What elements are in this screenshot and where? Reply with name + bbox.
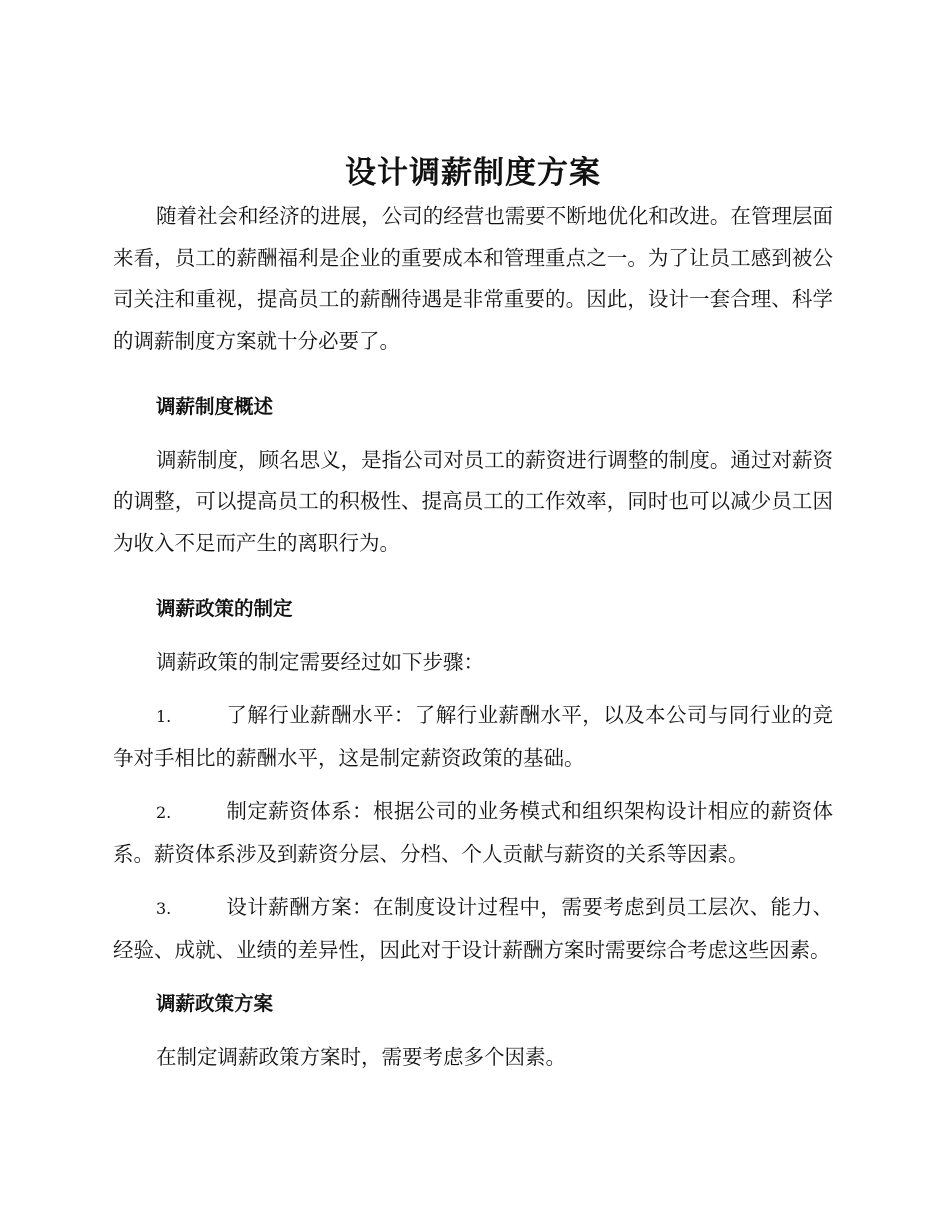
list-text: 制定薪资体系：根据公司的业务模式和组织架构设计相应的薪资体系。薪资体系涉及到薪资分层、分档、个人贡献与薪资的关系等因素。 (113, 799, 833, 866)
intro-paragraph: 随着社会和经济的进展，公司的经营也需要不断地优化和改进。在管理层面来看，员工的薪酬福利是企业的重要成本和管理重点之一。为了让员工感到被公司关注和重视，提高员工的薪酬待遇是非常重要的。因此，设计一套合理、科学的调薪制度方案就十分必要了。 (113, 204, 833, 353)
list-item (113, 887, 833, 971)
document-title: 设计调薪制度方案 (345, 155, 601, 191)
list-number: 3. (156, 899, 172, 918)
plan-paragraph: 在制定调薪政策方案时，需要考虑多个因素。 (156, 1044, 566, 1069)
section-heading-plan: 调薪政策方案 (156, 992, 274, 1015)
spacer (113, 564, 833, 576)
section-heading-overview: 调薪制度概述 (156, 395, 274, 418)
list-text: 了解行业薪酬水平：了解行业薪酬水平，以及本公司与同行业的竞争对手相比的薪酬水平，这是制定薪资政策的基础。 (113, 703, 833, 770)
document-page (113, 150, 833, 1078)
list-number: 2. (156, 803, 172, 822)
spacer (113, 362, 833, 374)
list-item (113, 695, 833, 779)
list-item (113, 791, 833, 875)
list-number: 1. (156, 707, 172, 726)
overview-paragraph: 调薪制度，顾名思义，是指公司对员工的薪资进行调整的制度。通过对薪资的调整，可以提高员工的积极性、提高员工的工作效率，同时也可以减少员工因为收入不足而产生的离职行为。 (113, 447, 833, 555)
list-text: 设计薪酬方案：在制度设计过程中，需要考虑到员工层次、能力、经验、成就、业绩的差异性，因此对于设计薪酬方案时需要综合考虑这些因素。 (113, 895, 833, 962)
section-heading-policy: 调薪政策的制定 (156, 597, 293, 620)
policy-paragraph: 调薪政策的制定需要经过如下步骤： (156, 649, 484, 674)
